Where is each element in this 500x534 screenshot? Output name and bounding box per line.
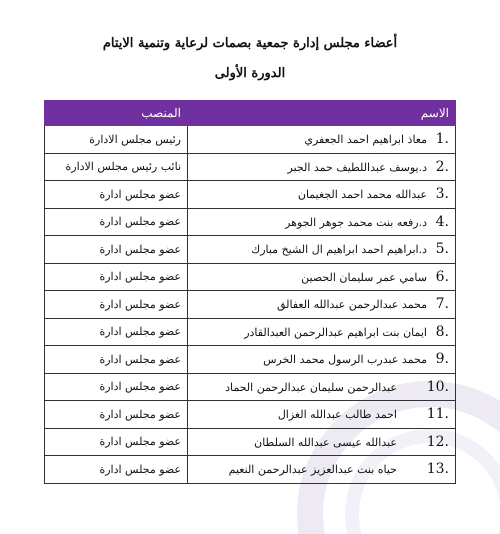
table-row xyxy=(45,291,456,319)
header-name: الاسم xyxy=(188,101,456,126)
cell-role: عضو مجلس ادارة xyxy=(45,456,188,484)
page-subtitle: الدورة الأولى xyxy=(214,66,286,81)
members-table-body xyxy=(45,126,456,484)
member-name: د.رفعه بنت محمد جوهر الجوهر xyxy=(285,215,427,229)
cell-role: عضو مجلس ادارة xyxy=(45,373,188,401)
table-row xyxy=(45,456,456,484)
row-number: 6. xyxy=(435,268,449,285)
cell-role: نائب رئيس مجلس الادارة xyxy=(45,153,188,181)
table-row xyxy=(45,346,456,374)
table-row xyxy=(45,236,456,264)
cell-name xyxy=(188,318,456,346)
row-number: 13. xyxy=(426,461,449,478)
member-name: د.يوسف عبداللطيف حمد الجبر xyxy=(287,160,427,174)
row-number: 7. xyxy=(435,296,449,313)
table-row xyxy=(45,373,456,401)
cell-name xyxy=(188,263,456,291)
cell-role: عضو مجلس ادارة xyxy=(45,318,188,346)
cell-name xyxy=(188,153,456,181)
cell-role: عضو مجلس ادارة xyxy=(45,208,188,236)
member-name: محمد عبدرب الرسول محمد الخرس xyxy=(263,353,427,367)
row-number: 3. xyxy=(435,186,449,203)
cell-role: عضو مجلس ادارة xyxy=(45,263,188,291)
member-name: عبدالرحمن سليمان عبدالرحمن الحماد xyxy=(225,380,397,394)
table-row xyxy=(45,263,456,291)
table-row xyxy=(45,153,456,181)
member-name: ايمان بنت ابراهيم عبدالرحمن العبدالقادر xyxy=(244,325,427,339)
row-number: 12. xyxy=(426,433,449,450)
row-number: 4. xyxy=(435,213,449,230)
member-name: حياه بنت عبدالعزيز عبدالرحمن النعيم xyxy=(228,463,397,477)
cell-name xyxy=(188,346,456,374)
row-number: 5. xyxy=(435,241,449,258)
cell-role: عضو مجلس ادارة xyxy=(45,291,188,319)
cell-name xyxy=(188,208,456,236)
table-row xyxy=(45,401,456,429)
table-row xyxy=(45,126,456,154)
member-name: معاذ ابراهيم احمد الجعفري xyxy=(304,133,427,147)
cell-role: عضو مجلس ادارة xyxy=(45,236,188,264)
row-number: 10. xyxy=(426,378,449,395)
row-number: 1. xyxy=(435,131,449,148)
cell-name xyxy=(188,373,456,401)
table-row xyxy=(45,318,456,346)
table-row xyxy=(45,208,456,236)
cell-name xyxy=(188,126,456,154)
row-number: 9. xyxy=(435,351,449,368)
header-role: المنصب xyxy=(45,101,188,126)
cell-role: عضو مجلس ادارة xyxy=(45,401,188,429)
member-name: عبدالله عيسى عبدالله السلطان xyxy=(254,435,397,449)
table-row xyxy=(45,428,456,456)
cell-name xyxy=(188,236,456,264)
cell-role: رئيس مجلس الادارة xyxy=(45,126,188,154)
cell-role: عضو مجلس ادارة xyxy=(45,346,188,374)
members-table xyxy=(44,100,456,484)
row-number: 11. xyxy=(426,406,449,423)
cell-name xyxy=(188,401,456,429)
cell-role: عضو مجلس ادارة xyxy=(45,181,188,209)
cell-name xyxy=(188,456,456,484)
row-number: 2. xyxy=(435,158,449,175)
cell-role: عضو مجلس ادارة xyxy=(45,428,188,456)
member-name: سامي عمر سليمان الحصين xyxy=(301,270,427,284)
member-name: احمد طالب عبدالله الغزال xyxy=(277,408,397,422)
cell-name xyxy=(188,428,456,456)
member-name: محمد عبدالرحمن عبدالله العفالق xyxy=(276,298,427,312)
table-row xyxy=(45,181,456,209)
cell-name xyxy=(188,291,456,319)
member-name: د.ابراهيم احمد ابراهيم ال الشيخ مبارك xyxy=(251,243,427,257)
row-number: 8. xyxy=(435,323,449,340)
member-name: عبدالله محمد احمد الجغيمان xyxy=(297,188,427,202)
cell-name xyxy=(188,181,456,209)
page-title: أعضاء مجلس إدارة جمعية بصمات لرعاية وتنمية الايتام xyxy=(102,36,398,51)
table-header-row xyxy=(45,101,456,126)
